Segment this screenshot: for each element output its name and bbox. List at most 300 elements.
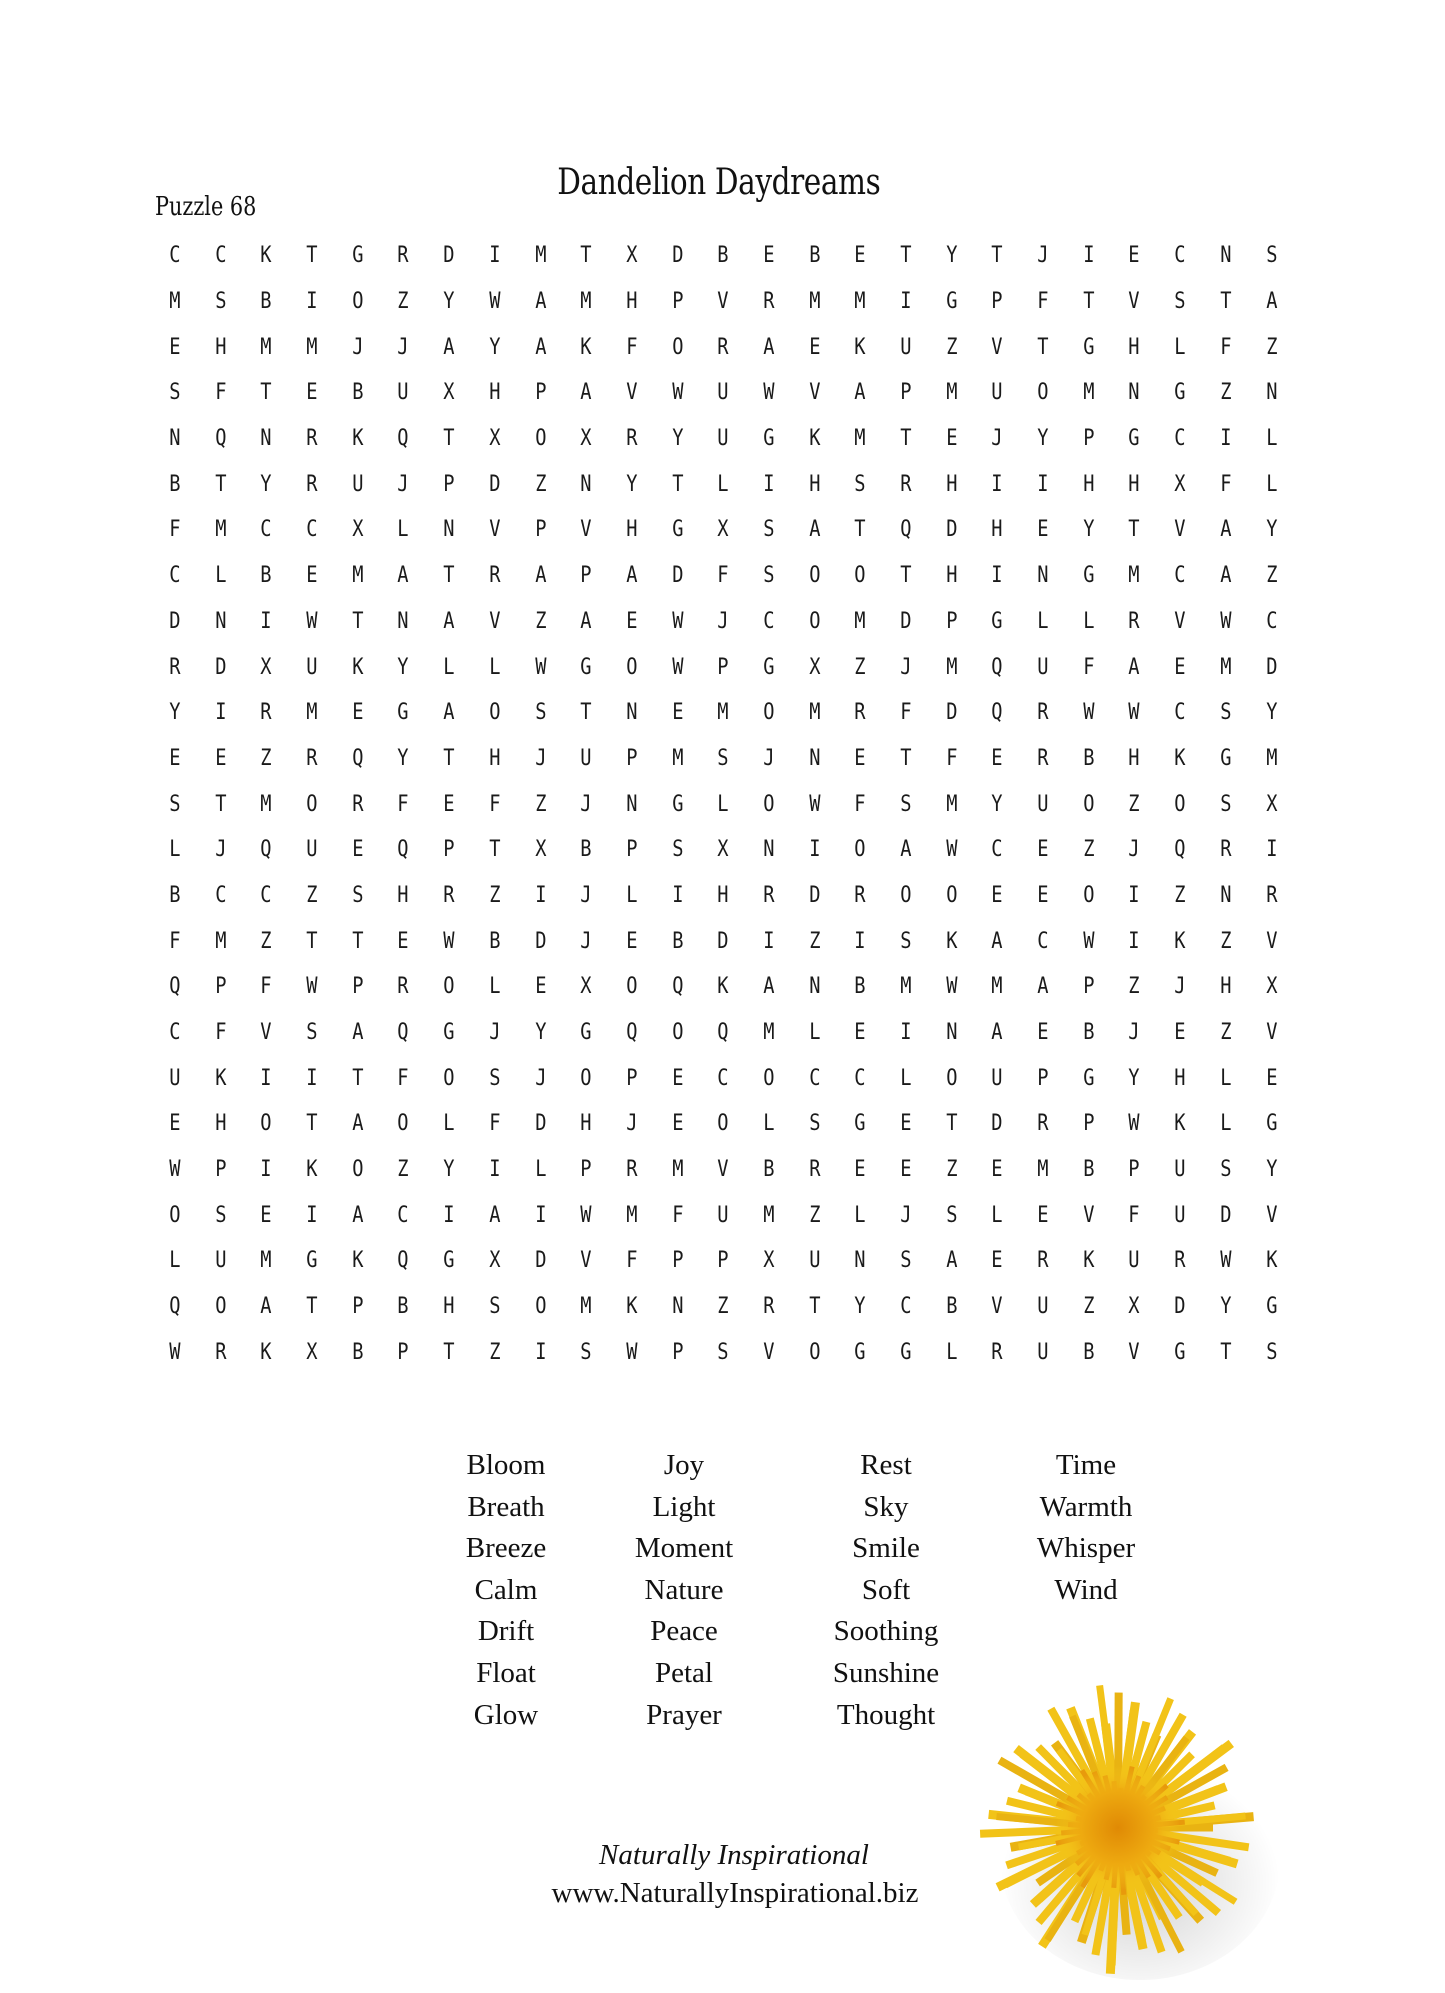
grid-letter[interactable]: Z bbox=[534, 608, 546, 634]
grid-letter[interactable]: O bbox=[443, 1065, 455, 1091]
grid-letter[interactable]: Q bbox=[260, 837, 272, 863]
grid-letter[interactable]: T bbox=[214, 471, 227, 497]
grid-letter[interactable]: U bbox=[717, 1202, 729, 1228]
grid-letter[interactable]: G bbox=[1174, 1339, 1186, 1365]
grid-letter[interactable]: O bbox=[854, 563, 866, 589]
grid-letter[interactable]: X bbox=[443, 380, 455, 406]
grid-letter[interactable]: I bbox=[260, 1157, 272, 1183]
grid-letter[interactable]: S bbox=[306, 1020, 318, 1046]
grid-letter[interactable]: M bbox=[854, 608, 866, 634]
grid-letter[interactable]: S bbox=[489, 1065, 501, 1091]
grid-letter[interactable]: U bbox=[991, 1065, 1003, 1091]
grid-letter[interactable]: L bbox=[534, 1157, 546, 1183]
grid-letter[interactable]: U bbox=[991, 380, 1003, 406]
grid-letter[interactable]: Y bbox=[626, 471, 638, 497]
grid-letter[interactable]: Y bbox=[1265, 700, 1277, 726]
grid-letter[interactable]: Y bbox=[1128, 1065, 1140, 1091]
grid-letter[interactable]: I bbox=[1037, 471, 1049, 497]
grid-letter[interactable]: X bbox=[580, 426, 592, 452]
grid-letter[interactable]: H bbox=[1128, 745, 1140, 771]
grid-letter[interactable]: G bbox=[306, 1248, 318, 1274]
grid-letter[interactable]: H bbox=[443, 1294, 455, 1320]
grid-letter[interactable]: G bbox=[1220, 745, 1232, 771]
grid-letter[interactable]: Z bbox=[306, 882, 318, 908]
grid-letter[interactable]: U bbox=[1128, 1248, 1140, 1274]
grid-letter[interactable]: P bbox=[397, 1339, 409, 1365]
grid-letter[interactable]: P bbox=[1037, 1065, 1049, 1091]
grid-letter[interactable]: B bbox=[717, 243, 729, 269]
grid-letter[interactable]: O bbox=[717, 1111, 729, 1137]
grid-letter[interactable]: C bbox=[991, 837, 1003, 863]
grid-letter[interactable]: E bbox=[443, 791, 455, 817]
grid-letter[interactable]: O bbox=[534, 426, 546, 452]
grid-letter[interactable]: V bbox=[763, 1339, 775, 1365]
grid-letter[interactable]: L bbox=[1265, 471, 1277, 497]
grid-letter[interactable]: P bbox=[351, 1294, 364, 1320]
grid-letter[interactable]: N bbox=[808, 974, 821, 1000]
grid-letter[interactable]: H bbox=[626, 289, 638, 315]
grid-letter[interactable]: L bbox=[443, 1111, 455, 1137]
grid-letter[interactable]: E bbox=[854, 1020, 866, 1046]
grid-letter[interactable]: T bbox=[1037, 334, 1049, 360]
grid-letter[interactable]: N bbox=[580, 471, 592, 497]
grid-letter[interactable]: G bbox=[1082, 1065, 1095, 1091]
grid-letter[interactable]: R bbox=[306, 426, 318, 452]
grid-letter[interactable]: A bbox=[991, 1020, 1003, 1046]
grid-letter[interactable]: P bbox=[351, 974, 364, 1000]
grid-letter[interactable]: L bbox=[1265, 426, 1277, 452]
grid-letter[interactable]: U bbox=[351, 471, 364, 497]
grid-letter[interactable]: L bbox=[169, 837, 181, 863]
grid-letter[interactable]: M bbox=[808, 700, 821, 726]
grid-letter[interactable]: Z bbox=[1128, 974, 1140, 1000]
grid-letter[interactable]: F bbox=[626, 334, 638, 360]
grid-letter[interactable]: Z bbox=[260, 745, 272, 771]
grid-letter[interactable]: C bbox=[214, 243, 227, 269]
grid-letter[interactable]: J bbox=[1128, 837, 1140, 863]
grid-letter[interactable]: I bbox=[854, 928, 866, 954]
grid-letter[interactable]: T bbox=[854, 517, 866, 543]
grid-letter[interactable]: B bbox=[489, 928, 501, 954]
grid-letter[interactable]: R bbox=[763, 1294, 775, 1320]
grid-letter[interactable]: B bbox=[351, 380, 364, 406]
grid-letter[interactable]: C bbox=[1174, 426, 1186, 452]
grid-letter[interactable]: D bbox=[945, 700, 958, 726]
grid-letter[interactable]: C bbox=[1037, 928, 1049, 954]
grid-letter[interactable]: X bbox=[763, 1248, 775, 1274]
grid-letter[interactable]: Q bbox=[671, 974, 684, 1000]
grid-letter[interactable]: E bbox=[534, 974, 546, 1000]
grid-letter[interactable]: C bbox=[808, 1065, 821, 1091]
grid-letter[interactable]: U bbox=[808, 1248, 821, 1274]
grid-letter[interactable]: K bbox=[854, 334, 866, 360]
grid-letter[interactable]: U bbox=[1174, 1157, 1186, 1183]
grid-letter[interactable]: Z bbox=[1082, 837, 1095, 863]
grid-letter[interactable]: L bbox=[489, 654, 501, 680]
grid-letter[interactable]: M bbox=[260, 334, 272, 360]
grid-letter[interactable]: R bbox=[351, 791, 364, 817]
grid-letter[interactable]: L bbox=[854, 1202, 866, 1228]
grid-letter[interactable]: O bbox=[763, 791, 775, 817]
grid-letter[interactable]: G bbox=[580, 1020, 592, 1046]
grid-letter[interactable]: J bbox=[534, 1065, 546, 1091]
grid-letter[interactable]: M bbox=[214, 517, 227, 543]
grid-letter[interactable]: O bbox=[671, 334, 684, 360]
grid-letter[interactable]: G bbox=[443, 1248, 455, 1274]
grid-letter[interactable]: Z bbox=[1265, 563, 1277, 589]
grid-letter[interactable]: S bbox=[580, 1339, 592, 1365]
grid-letter[interactable]: R bbox=[763, 289, 775, 315]
grid-letter[interactable]: K bbox=[717, 974, 729, 1000]
grid-letter[interactable]: R bbox=[626, 1157, 638, 1183]
grid-letter[interactable]: O bbox=[808, 563, 821, 589]
grid-letter[interactable]: S bbox=[1265, 243, 1277, 269]
grid-letter[interactable]: P bbox=[1128, 1157, 1140, 1183]
grid-letter[interactable]: O bbox=[306, 791, 318, 817]
grid-letter[interactable]: O bbox=[214, 1294, 227, 1320]
grid-letter[interactable]: X bbox=[489, 426, 501, 452]
grid-letter[interactable]: C bbox=[260, 517, 272, 543]
grid-letter[interactable]: H bbox=[991, 517, 1003, 543]
grid-letter[interactable]: Y bbox=[443, 289, 455, 315]
grid-letter[interactable]: Y bbox=[991, 791, 1003, 817]
grid-letter[interactable]: Y bbox=[534, 1020, 546, 1046]
grid-letter[interactable]: S bbox=[717, 745, 729, 771]
grid-letter[interactable]: S bbox=[351, 882, 364, 908]
grid-letter[interactable]: W bbox=[1128, 700, 1140, 726]
grid-letter[interactable]: A bbox=[1220, 517, 1232, 543]
grid-letter[interactable]: T bbox=[306, 1111, 318, 1137]
grid-letter[interactable]: P bbox=[717, 1248, 729, 1274]
grid-letter[interactable]: Z bbox=[397, 289, 409, 315]
grid-letter[interactable]: I bbox=[1220, 426, 1232, 452]
grid-letter[interactable]: B bbox=[1082, 1020, 1095, 1046]
grid-letter[interactable]: P bbox=[671, 1248, 684, 1274]
grid-letter[interactable]: Z bbox=[489, 882, 501, 908]
grid-letter[interactable]: J bbox=[717, 608, 729, 634]
grid-letter[interactable]: F bbox=[854, 791, 866, 817]
grid-letter[interactable]: E bbox=[1037, 1020, 1049, 1046]
grid-letter[interactable]: A bbox=[260, 1294, 272, 1320]
grid-letter[interactable]: U bbox=[580, 745, 592, 771]
grid-letter[interactable]: X bbox=[306, 1339, 318, 1365]
grid-letter[interactable]: Y bbox=[169, 700, 181, 726]
grid-letter[interactable]: E bbox=[626, 608, 638, 634]
grid-letter[interactable]: E bbox=[306, 563, 318, 589]
grid-letter[interactable]: W bbox=[945, 837, 958, 863]
grid-letter[interactable]: R bbox=[626, 426, 638, 452]
grid-letter[interactable]: H bbox=[580, 1111, 592, 1137]
grid-letter[interactable]: H bbox=[717, 882, 729, 908]
grid-letter[interactable]: N bbox=[1037, 563, 1049, 589]
grid-letter[interactable]: H bbox=[808, 471, 821, 497]
grid-letter[interactable]: N bbox=[169, 426, 181, 452]
grid-letter[interactable]: V bbox=[717, 1157, 729, 1183]
grid-letter[interactable]: S bbox=[489, 1294, 501, 1320]
grid-letter[interactable]: K bbox=[1174, 1111, 1186, 1137]
grid-letter[interactable]: Z bbox=[1220, 928, 1232, 954]
grid-letter[interactable]: P bbox=[580, 1157, 592, 1183]
grid-letter[interactable]: T bbox=[1082, 289, 1095, 315]
grid-letter[interactable]: A bbox=[443, 700, 455, 726]
grid-letter[interactable]: W bbox=[169, 1339, 181, 1365]
grid-letter[interactable]: V bbox=[1174, 608, 1186, 634]
grid-letter[interactable]: R bbox=[397, 243, 409, 269]
grid-letter[interactable]: R bbox=[1037, 1248, 1049, 1274]
grid-letter[interactable]: Z bbox=[1220, 380, 1232, 406]
grid-letter[interactable]: C bbox=[1174, 563, 1186, 589]
grid-letter[interactable]: W bbox=[1082, 700, 1095, 726]
grid-letter[interactable]: M bbox=[1265, 745, 1277, 771]
grid-letter[interactable]: R bbox=[306, 471, 318, 497]
grid-letter[interactable]: S bbox=[945, 1202, 958, 1228]
grid-letter[interactable]: D bbox=[808, 882, 821, 908]
grid-letter[interactable]: L bbox=[900, 1065, 912, 1091]
grid-letter[interactable]: W bbox=[306, 974, 318, 1000]
grid-letter[interactable]: O bbox=[580, 1065, 592, 1091]
grid-letter[interactable]: P bbox=[626, 1065, 638, 1091]
grid-letter[interactable]: O bbox=[945, 1065, 958, 1091]
grid-letter[interactable]: T bbox=[214, 791, 227, 817]
grid-letter[interactable]: P bbox=[1082, 1111, 1095, 1137]
grid-letter[interactable]: T bbox=[671, 471, 684, 497]
grid-letter[interactable]: Z bbox=[945, 1157, 958, 1183]
grid-letter[interactable]: N bbox=[763, 837, 775, 863]
grid-letter[interactable]: O bbox=[260, 1111, 272, 1137]
grid-letter[interactable]: J bbox=[1174, 974, 1186, 1000]
grid-letter[interactable]: W bbox=[945, 974, 958, 1000]
grid-letter[interactable]: K bbox=[945, 928, 958, 954]
grid-letter[interactable]: R bbox=[1128, 608, 1140, 634]
grid-letter[interactable]: X bbox=[808, 654, 821, 680]
grid-letter[interactable]: I bbox=[306, 1065, 318, 1091]
grid-letter[interactable]: J bbox=[1128, 1020, 1140, 1046]
grid-letter[interactable]: O bbox=[1174, 791, 1186, 817]
grid-letter[interactable]: V bbox=[1265, 1020, 1277, 1046]
grid-letter[interactable]: M bbox=[1082, 380, 1095, 406]
grid-letter[interactable]: G bbox=[763, 654, 775, 680]
grid-letter[interactable]: F bbox=[169, 928, 181, 954]
grid-letter[interactable]: Y bbox=[671, 426, 684, 452]
grid-letter[interactable]: E bbox=[351, 700, 364, 726]
grid-letter[interactable]: S bbox=[169, 791, 181, 817]
grid-letter[interactable]: I bbox=[900, 289, 912, 315]
grid-letter[interactable]: O bbox=[534, 1294, 546, 1320]
grid-letter[interactable]: S bbox=[1265, 1339, 1277, 1365]
grid-letter[interactable]: R bbox=[717, 334, 729, 360]
grid-letter[interactable]: X bbox=[1265, 974, 1277, 1000]
grid-letter[interactable]: D bbox=[991, 1111, 1003, 1137]
grid-letter[interactable]: P bbox=[1082, 426, 1095, 452]
grid-letter[interactable]: U bbox=[1174, 1202, 1186, 1228]
grid-letter[interactable]: C bbox=[169, 243, 181, 269]
grid-letter[interactable]: C bbox=[306, 517, 318, 543]
grid-letter[interactable]: S bbox=[214, 289, 227, 315]
grid-letter[interactable]: T bbox=[900, 426, 912, 452]
grid-letter[interactable]: K bbox=[626, 1294, 638, 1320]
grid-letter[interactable]: I bbox=[260, 608, 272, 634]
grid-letter[interactable]: Z bbox=[717, 1294, 729, 1320]
grid-letter[interactable]: R bbox=[169, 654, 181, 680]
grid-letter[interactable]: X bbox=[534, 837, 546, 863]
grid-letter[interactable]: O bbox=[1037, 380, 1049, 406]
grid-letter[interactable]: X bbox=[717, 837, 729, 863]
grid-letter[interactable]: E bbox=[351, 837, 364, 863]
grid-letter[interactable]: E bbox=[1265, 1065, 1277, 1091]
grid-letter[interactable]: S bbox=[214, 1202, 227, 1228]
grid-letter[interactable]: I bbox=[900, 1020, 912, 1046]
grid-letter[interactable]: F bbox=[626, 1248, 638, 1274]
grid-letter[interactable]: C bbox=[1174, 243, 1186, 269]
grid-letter[interactable]: J bbox=[489, 1020, 501, 1046]
grid-letter[interactable]: Q bbox=[991, 700, 1003, 726]
grid-letter[interactable]: H bbox=[1082, 471, 1095, 497]
grid-letter[interactable]: B bbox=[351, 1339, 364, 1365]
grid-letter[interactable]: A bbox=[351, 1020, 364, 1046]
grid-letter[interactable]: C bbox=[717, 1065, 729, 1091]
grid-letter[interactable]: V bbox=[991, 334, 1003, 360]
grid-letter[interactable]: M bbox=[1037, 1157, 1049, 1183]
grid-letter[interactable]: M bbox=[854, 426, 866, 452]
grid-letter[interactable]: A bbox=[397, 563, 409, 589]
grid-letter[interactable]: Q bbox=[900, 517, 912, 543]
grid-letter[interactable]: N bbox=[945, 1020, 958, 1046]
grid-letter[interactable]: F bbox=[397, 1065, 409, 1091]
grid-letter[interactable]: E bbox=[169, 1111, 181, 1137]
grid-letter[interactable]: E bbox=[991, 1157, 1003, 1183]
grid-letter[interactable]: K bbox=[351, 426, 364, 452]
grid-letter[interactable]: P bbox=[580, 563, 592, 589]
grid-letter[interactable]: E bbox=[1037, 837, 1049, 863]
grid-letter[interactable]: T bbox=[443, 563, 455, 589]
grid-letter[interactable]: F bbox=[1220, 334, 1232, 360]
grid-letter[interactable]: Z bbox=[534, 791, 546, 817]
grid-letter[interactable]: O bbox=[351, 1157, 364, 1183]
grid-letter[interactable]: M bbox=[534, 243, 546, 269]
grid-letter[interactable]: S bbox=[854, 471, 866, 497]
grid-letter[interactable]: N bbox=[1128, 380, 1140, 406]
grid-letter[interactable]: I bbox=[763, 471, 775, 497]
grid-letter[interactable]: L bbox=[717, 471, 729, 497]
grid-letter[interactable]: B bbox=[580, 837, 592, 863]
grid-letter[interactable]: E bbox=[306, 380, 318, 406]
grid-letter[interactable]: I bbox=[534, 882, 546, 908]
grid-letter[interactable]: A bbox=[854, 380, 866, 406]
grid-letter[interactable]: W bbox=[1128, 1111, 1140, 1137]
grid-letter[interactable]: N bbox=[260, 426, 272, 452]
grid-letter[interactable]: O bbox=[945, 882, 958, 908]
grid-letter[interactable]: L bbox=[1037, 608, 1049, 634]
grid-letter[interactable]: J bbox=[626, 1111, 638, 1137]
grid-letter[interactable]: R bbox=[991, 1339, 1003, 1365]
grid-letter[interactable]: J bbox=[580, 882, 592, 908]
grid-letter[interactable]: U bbox=[397, 380, 409, 406]
grid-letter[interactable]: O bbox=[763, 700, 775, 726]
grid-letter[interactable]: U bbox=[900, 334, 912, 360]
grid-letter[interactable]: J bbox=[580, 928, 592, 954]
grid-letter[interactable]: I bbox=[214, 700, 227, 726]
grid-letter[interactable]: G bbox=[351, 243, 364, 269]
grid-letter[interactable]: W bbox=[580, 1202, 592, 1228]
grid-letter[interactable]: M bbox=[671, 1157, 684, 1183]
grid-letter[interactable]: M bbox=[671, 745, 684, 771]
grid-letter[interactable]: G bbox=[671, 791, 684, 817]
grid-letter[interactable]: G bbox=[1265, 1111, 1277, 1137]
grid-letter[interactable]: W bbox=[626, 1339, 638, 1365]
grid-letter[interactable]: E bbox=[763, 243, 775, 269]
grid-letter[interactable]: A bbox=[443, 608, 455, 634]
grid-letter[interactable]: E bbox=[808, 334, 821, 360]
grid-letter[interactable]: V bbox=[1174, 517, 1186, 543]
grid-letter[interactable]: N bbox=[214, 608, 227, 634]
grid-letter[interactable]: O bbox=[763, 1065, 775, 1091]
grid-letter[interactable]: A bbox=[534, 334, 546, 360]
grid-letter[interactable]: T bbox=[351, 1065, 364, 1091]
grid-letter[interactable]: B bbox=[397, 1294, 409, 1320]
grid-letter[interactable]: W bbox=[306, 608, 318, 634]
grid-letter[interactable]: S bbox=[808, 1111, 821, 1137]
grid-letter[interactable]: G bbox=[671, 517, 684, 543]
grid-letter[interactable]: Y bbox=[945, 243, 958, 269]
grid-letter[interactable]: M bbox=[945, 380, 958, 406]
grid-letter[interactable]: X bbox=[1128, 1294, 1140, 1320]
grid-letter[interactable]: M bbox=[351, 563, 364, 589]
grid-letter[interactable]: T bbox=[306, 243, 318, 269]
grid-letter[interactable]: I bbox=[443, 1202, 455, 1228]
grid-letter[interactable]: E bbox=[945, 426, 958, 452]
grid-letter[interactable]: A bbox=[489, 1202, 501, 1228]
grid-letter[interactable]: T bbox=[351, 928, 364, 954]
grid-letter[interactable]: Z bbox=[1265, 334, 1277, 360]
grid-letter[interactable]: M bbox=[945, 791, 958, 817]
grid-letter[interactable]: T bbox=[489, 837, 501, 863]
grid-letter[interactable]: Z bbox=[534, 471, 546, 497]
grid-letter[interactable]: S bbox=[1220, 791, 1232, 817]
grid-letter[interactable]: F bbox=[1082, 654, 1095, 680]
grid-letter[interactable]: U bbox=[169, 1065, 181, 1091]
grid-letter[interactable]: R bbox=[306, 745, 318, 771]
grid-letter[interactable]: C bbox=[214, 882, 227, 908]
grid-letter[interactable]: P bbox=[991, 289, 1003, 315]
grid-letter[interactable]: R bbox=[489, 563, 501, 589]
grid-letter[interactable]: J bbox=[397, 334, 409, 360]
grid-letter[interactable]: A bbox=[534, 289, 546, 315]
grid-letter[interactable]: Q bbox=[214, 426, 227, 452]
grid-letter[interactable]: I bbox=[534, 1202, 546, 1228]
grid-letter[interactable]: Y bbox=[1265, 1157, 1277, 1183]
grid-letter[interactable]: L bbox=[1082, 608, 1095, 634]
grid-letter[interactable]: S bbox=[900, 928, 912, 954]
grid-letter[interactable]: D bbox=[443, 243, 455, 269]
grid-letter[interactable]: N bbox=[808, 745, 821, 771]
grid-letter[interactable]: T bbox=[580, 243, 592, 269]
grid-letter[interactable]: J bbox=[763, 745, 775, 771]
grid-letter[interactable]: T bbox=[1220, 1339, 1232, 1365]
grid-letter[interactable]: W bbox=[489, 289, 501, 315]
grid-letter[interactable]: V bbox=[260, 1020, 272, 1046]
grid-letter[interactable]: N bbox=[443, 517, 455, 543]
grid-letter[interactable]: M bbox=[626, 1202, 638, 1228]
grid-letter[interactable]: M bbox=[580, 1294, 592, 1320]
grid-letter[interactable]: J bbox=[351, 334, 364, 360]
grid-letter[interactable]: H bbox=[1174, 1065, 1186, 1091]
grid-letter[interactable]: C bbox=[169, 563, 181, 589]
grid-letter[interactable]: I bbox=[306, 289, 318, 315]
grid-letter[interactable]: D bbox=[534, 928, 546, 954]
grid-letter[interactable]: K bbox=[306, 1157, 318, 1183]
grid-letter[interactable]: T bbox=[945, 1111, 958, 1137]
grid-letter[interactable]: I bbox=[534, 1339, 546, 1365]
